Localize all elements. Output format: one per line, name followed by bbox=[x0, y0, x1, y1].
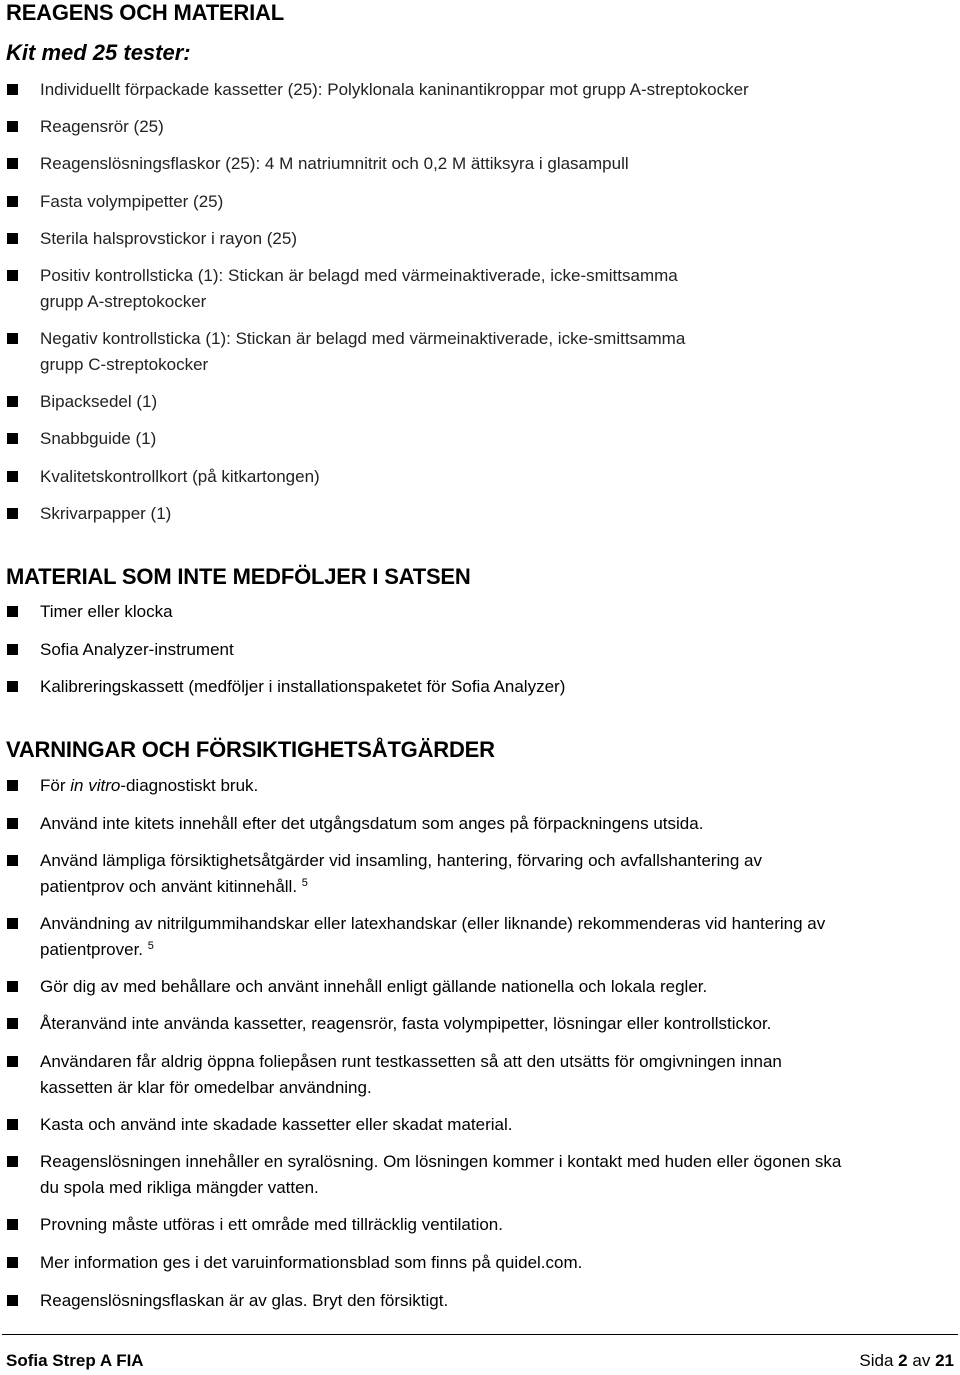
list-item-text: Reagenslösningsflaskor (25): 4 M natriumnitrit och 0,2 M ättiksyra i glasampull bbox=[40, 154, 629, 173]
list-item-text: Snabbguide (1) bbox=[40, 429, 157, 448]
list-item-text: Använd inte kitets innehåll efter det utgångsdatum som anges på förpackningens utsida. bbox=[40, 814, 704, 833]
square-bullet-icon bbox=[7, 1056, 18, 1067]
square-bullet-icon bbox=[7, 233, 18, 244]
list-item-text: Mer information ges i det varuinformationsblad som finns på quidel.com. bbox=[40, 1253, 583, 1272]
section-title-reagents: REAGENS OCH MATERIAL bbox=[6, 0, 284, 25]
square-bullet-icon bbox=[7, 270, 18, 281]
list-item-text bbox=[40, 326, 945, 378]
square-bullet-icon bbox=[7, 1219, 18, 1230]
square-bullet-icon bbox=[7, 121, 18, 132]
square-bullet-icon bbox=[7, 1156, 18, 1167]
list-item-text bbox=[40, 848, 945, 900]
square-bullet-icon bbox=[7, 1257, 18, 1268]
list-item-text: Återanvänd inte använda kassetter, reagensrör, fasta volympipetter, lösningar eller kontrollstickor. bbox=[40, 1014, 772, 1033]
list-item-line: Användaren får aldrig öppna foliepåsen runt testkassetten så att den utsätts för omgivningen innan bbox=[40, 1052, 782, 1071]
list-item-line: grupp A-streptokocker bbox=[40, 292, 207, 311]
list-item-text: Sofia Analyzer-instrument bbox=[40, 640, 234, 659]
list-item-text: Provning måste utföras i ett område med tillräcklig ventilation. bbox=[40, 1215, 503, 1234]
footnote-reference: 5 bbox=[147, 940, 154, 952]
list-item-line: patientprov och använt kitinnehåll. bbox=[40, 877, 298, 896]
list-item-text bbox=[40, 911, 945, 963]
square-bullet-icon bbox=[7, 918, 18, 929]
list-item-line: Negativ kontrollsticka (1): Stickan är belagd med värmeinaktiverade, icke-smittsamma bbox=[40, 329, 686, 348]
of-label: av bbox=[912, 1351, 931, 1370]
list-item-line: Använd lämpliga försiktighetsåtgärder vid insamling, hantering, förvaring och avfallshantering av bbox=[40, 851, 762, 870]
list-item-text bbox=[40, 773, 945, 799]
list-item-text: Individuellt förpackade kassetter (25): Polyklonala kaninantikroppar mot grupp A-streptokocker bbox=[40, 80, 749, 99]
square-bullet-icon bbox=[7, 471, 18, 482]
square-bullet-icon bbox=[7, 84, 18, 95]
list-item-text bbox=[40, 1049, 945, 1101]
square-bullet-icon bbox=[7, 981, 18, 992]
footer-product-name: Sofia Strep A FIA bbox=[6, 1351, 144, 1370]
text-run: -diagnostiskt bruk. bbox=[120, 776, 259, 795]
square-bullet-icon bbox=[7, 644, 18, 655]
list-item-text: Kvalitetskontrollkort (på kitkartongen) bbox=[40, 467, 320, 486]
list-item-text: Reagenslösningsflaskan är av glas. Bryt den försiktigt. bbox=[40, 1291, 449, 1310]
square-bullet-icon bbox=[7, 818, 18, 829]
list-item-text: Skrivarpapper (1) bbox=[40, 504, 172, 523]
square-bullet-icon bbox=[7, 606, 18, 617]
total-pages: 21 bbox=[935, 1351, 954, 1370]
square-bullet-icon bbox=[7, 1018, 18, 1029]
list-item-text: Timer eller klocka bbox=[40, 602, 173, 621]
current-page: 2 bbox=[898, 1351, 908, 1370]
list-item-line: patientprover. bbox=[40, 940, 144, 959]
list-item-text: Bipacksedel (1) bbox=[40, 392, 158, 411]
list-item-text: Kalibreringskassett (medföljer i installationspaketet för Sofia Analyzer) bbox=[40, 677, 566, 696]
list-item-text: Reagensrör (25) bbox=[40, 117, 164, 136]
square-bullet-icon bbox=[7, 333, 18, 344]
list-item-text bbox=[40, 1149, 945, 1201]
square-bullet-icon bbox=[7, 681, 18, 692]
list-item-line: Positiv kontrollsticka (1): Stickan är belagd med värmeinaktiverade, icke-smittsamma bbox=[40, 266, 678, 285]
square-bullet-icon bbox=[7, 396, 18, 407]
list-item-text: Fasta volympipetter (25) bbox=[40, 192, 224, 211]
square-bullet-icon bbox=[7, 855, 18, 866]
footer-divider bbox=[2, 1334, 958, 1335]
footnote-reference: 5 bbox=[301, 877, 308, 889]
section-title-warnings: VARNINGAR OCH FÖRSIKTIGHETSÅTGÄRDER bbox=[6, 737, 495, 762]
list-item-line: Reagenslösningen innehåller en syralösning. Om lösningen kommer i kontakt med huden eller ögonen ska bbox=[40, 1152, 842, 1171]
square-bullet-icon bbox=[7, 158, 18, 169]
list-item-text: Kasta och använd inte skadade kassetter eller skadat material. bbox=[40, 1115, 513, 1134]
list-item-line: du spola med rikliga mängder vatten. bbox=[40, 1178, 319, 1197]
footer-page-number bbox=[859, 1350, 954, 1372]
square-bullet-icon bbox=[7, 508, 18, 519]
list-item-text: Gör dig av med behållare och använt innehåll enligt gällande nationella och lokala regler. bbox=[40, 977, 708, 996]
list-item-text bbox=[40, 263, 945, 315]
square-bullet-icon bbox=[7, 196, 18, 207]
section-title-not-included: MATERIAL SOM INTE MEDFÖLJER I SATSEN bbox=[6, 564, 471, 589]
list-item-line: kassetten är klar för omedelbar användning. bbox=[40, 1078, 372, 1097]
text-run: För bbox=[40, 776, 71, 795]
square-bullet-icon bbox=[7, 1119, 18, 1130]
italic-text-run: in vitro bbox=[70, 776, 121, 795]
kit-subtitle: Kit med 25 tester: bbox=[6, 40, 191, 65]
list-item-text: Sterila halsprovstickor i rayon (25) bbox=[40, 229, 297, 248]
square-bullet-icon bbox=[7, 1295, 18, 1306]
square-bullet-icon bbox=[7, 433, 18, 444]
list-item-line: Användning av nitrilgummihandskar eller latexhandskar (eller liknande) rekommenderas vid hantering av bbox=[40, 914, 826, 933]
page-label: Sida bbox=[859, 1351, 894, 1370]
square-bullet-icon bbox=[7, 780, 18, 791]
list-item-line: grupp C-streptokocker bbox=[40, 355, 209, 374]
